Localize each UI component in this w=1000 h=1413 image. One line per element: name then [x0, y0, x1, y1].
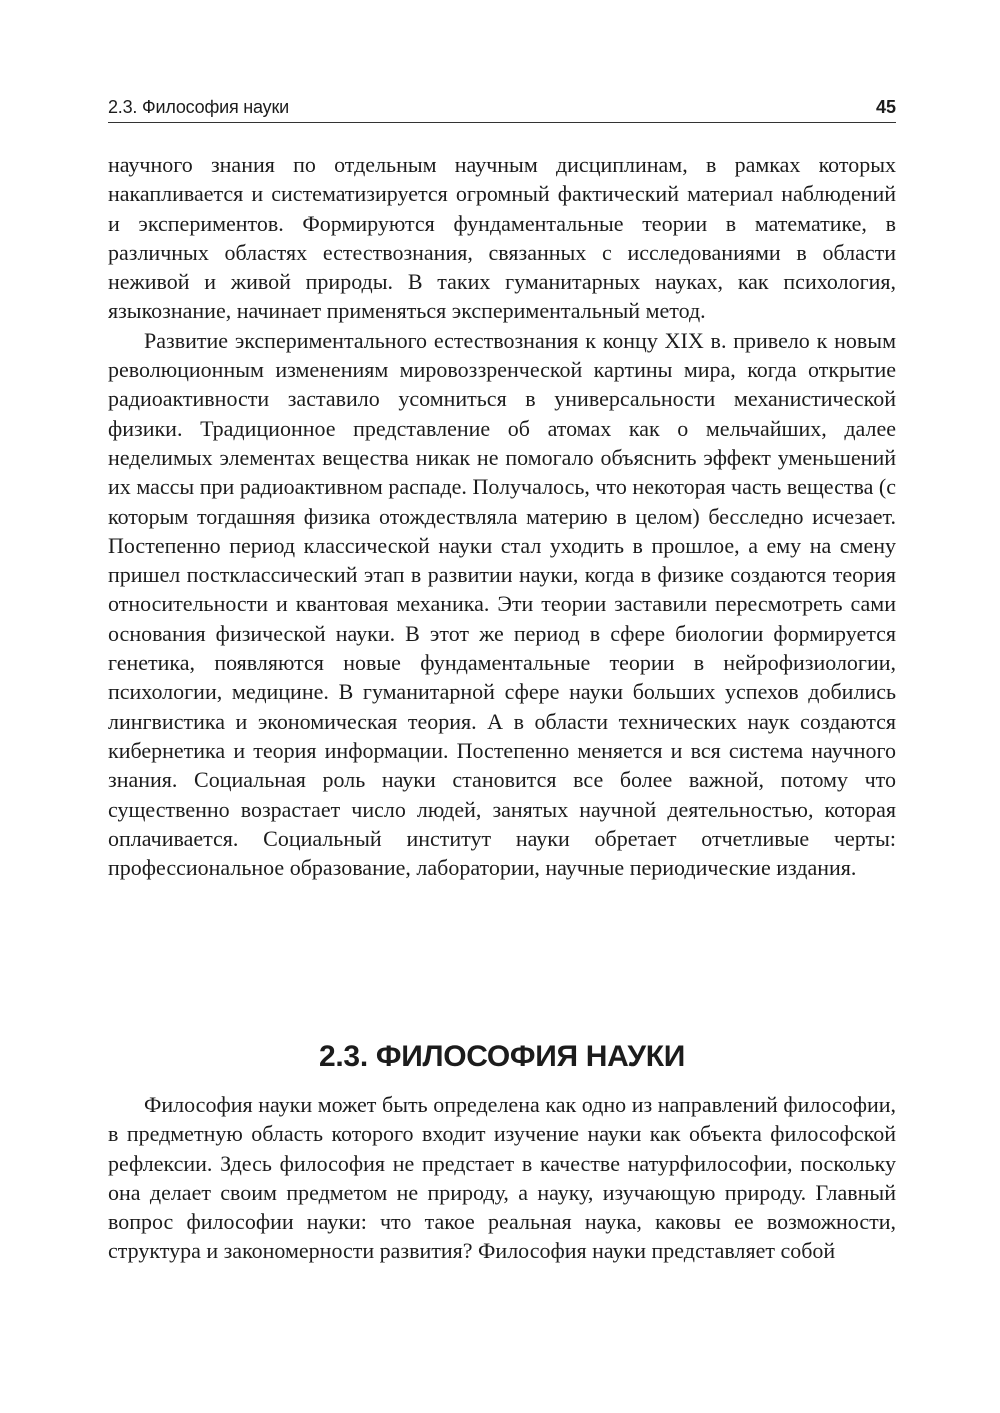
paragraph: Развитие экспериментального естествознания к концу XIX в. привело к новым революционным изменениям мировоззренческой картины мира, когда открытие радиоактивности заставило усомниться в универсальности механистической физики. Традиционное представление об атомах как о мельчайших, далее неделимых элементах вещества никак не помогало объяснить эффект уменьшений их массы при радиоактивном распаде. Получалось, что некоторая часть вещества (с которым тогдашняя физика отождествляла материю в целом) бесследно исчезает. Постепенно период классической науки стал уходить в прошлое, а ему на смену пришел постклассический этап в развитии науки, когда в физике создаются теория относительности и квантовая механика. Эти теории заставили пересмотреть сами основания физической науки. В этот же период в сфере биологии формируется генетика, появляются новые фундаментальные теории в нейрофизиологии, психологии, медицине. В гуманитарной сфере науки больших успехов добились лингвистика и экономическая теория. А в области технических наук создаются кибернетика и теория информации. Постепенно меняется и вся система научного знания. Социальная роль науки становится все более важной, потому что существенно возрастает число людей, занятых научной деятельностью, которая оплачивается. Социальный институт науки обретает отчетливые черты: профессиональное образование, лаборатории, научные периодические издания.: [108, 327, 896, 881]
running-header-section-title: 2.3. Философия науки: [108, 97, 289, 117]
running-header: [108, 96, 896, 123]
paragraph-continuation: научного знания по отдельным научным дисциплинам, в рамках которых накапливается и систематизируется огромный фактический материал наблюдений и экспериментов. Формируются фундаментальные теории в математике, в различных областях естествознания, связанных с исследованиями в области неживой и живой природы. В таких гуманитарных науках, как психология, языкознание, начинает применяться экспериментальный метод.: [108, 152, 896, 324]
page-number: 45: [875, 97, 896, 117]
body-text: [108, 150, 896, 882]
paragraph: Философия науки может быть определена как одно из направлений философии, в предметную область которого входит изучение науки как объекта философской рефлексии. Здесь философия не предстает в качестве натурфилософии, поскольку она делает своим предметом не природу, а науку, изучающую природу. Главный вопрос философии науки: что такое реальная наука, каковы ее возможности, структура и закономерности развития? Философия науки представляет собой: [108, 1092, 896, 1264]
section-heading: 2.3. ФИЛОСОФИЯ НАУКИ: [319, 1040, 685, 1073]
section-body-text: [108, 1090, 896, 1266]
